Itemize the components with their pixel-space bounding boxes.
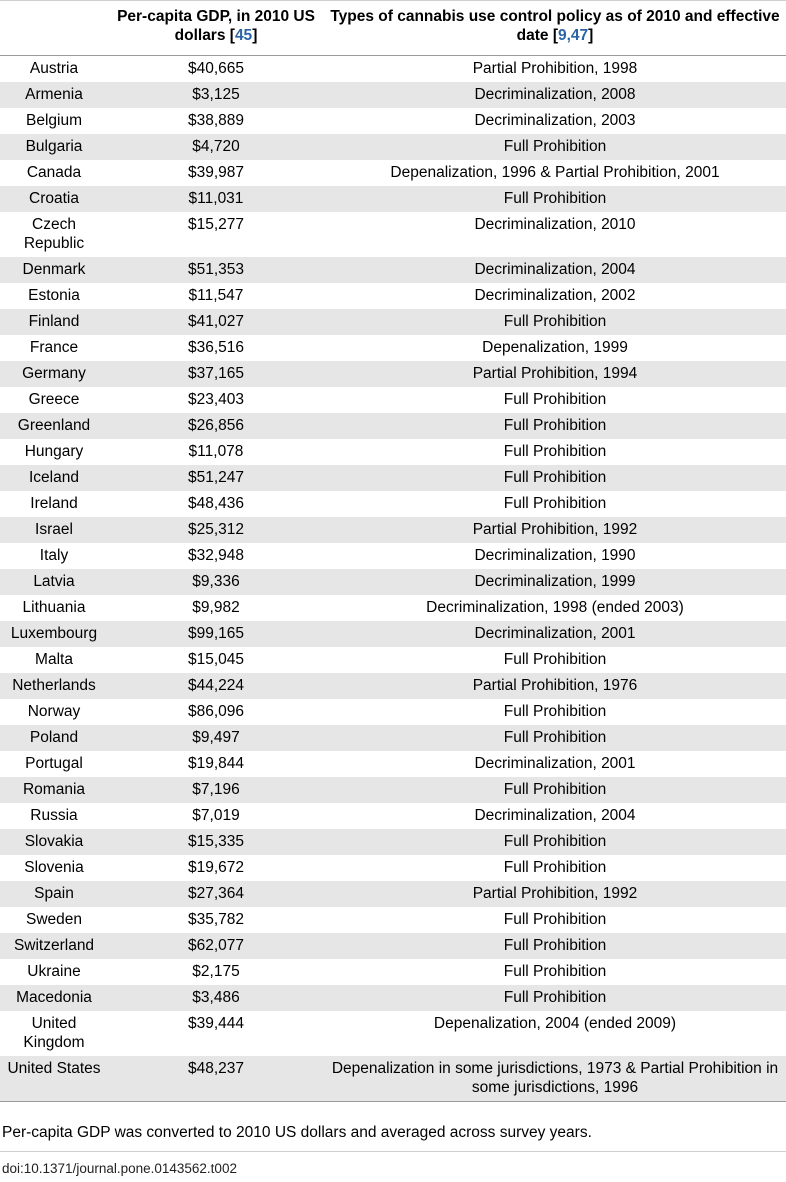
table-row: [0, 491, 786, 517]
policy-cell: Full Prohibition: [503, 859, 607, 876]
table-row: [0, 621, 786, 647]
gdp-cell: $11,031: [108, 186, 324, 212]
reference-link-9-47[interactable]: 9,47: [558, 27, 589, 44]
policy-cell: Full Prohibition: [503, 703, 607, 720]
gdp-cell: $86,096: [187, 703, 245, 720]
gdp-cell: $4,720: [108, 134, 324, 160]
country-cell: Finland: [0, 309, 108, 335]
table-row: [0, 82, 786, 108]
gdp-cell: $19,672: [187, 859, 245, 876]
country-cell: Malta: [35, 651, 73, 668]
gdp-cell: $35,782: [187, 911, 245, 928]
doi-divider: [0, 1151, 786, 1152]
policy-cell: Full Prohibition: [324, 465, 786, 491]
country-cell: Slovenia: [24, 859, 84, 876]
country-cell: Canada: [26, 164, 82, 181]
country-cell: Denmark: [0, 257, 108, 283]
gdp-cell: $62,077: [108, 933, 324, 959]
gdp-cell: $11,078: [188, 443, 244, 460]
policy-cell: Full Prohibition: [324, 933, 786, 959]
policy-cell: Decriminalization, 2004: [474, 807, 636, 824]
country-cell: Switzerland: [0, 933, 108, 959]
country-cell: Norway: [27, 703, 81, 720]
policy-cell: Decriminalization, 2004: [324, 257, 786, 283]
table-row: [0, 595, 786, 621]
policy-cell: Full Prohibition: [324, 309, 786, 335]
country-cell: Ireland: [30, 495, 78, 512]
table-row: [0, 673, 786, 699]
gdp-cell: $7,019: [192, 807, 240, 824]
policy-cell: Partial Prohibition, 1976: [324, 673, 786, 699]
policy-cell: Decriminalization, 1999: [324, 569, 786, 595]
table-row: [0, 361, 786, 387]
gdp-cell: $41,027: [108, 309, 324, 335]
table-row: [0, 283, 786, 309]
header-gdp-close: ]: [252, 27, 258, 44]
policy-cell: Full Prohibition: [503, 495, 607, 512]
gdp-cell: $15,045: [187, 651, 245, 668]
gdp-cell: $38,889: [187, 112, 245, 129]
table-row: [0, 335, 786, 361]
gdp-cell: $9,336: [108, 569, 324, 595]
table-row: [0, 751, 786, 777]
policy-cell: Full Prohibition: [324, 829, 786, 855]
table-row: [0, 108, 786, 134]
table-row: [0, 439, 786, 465]
header-country: [0, 7, 108, 56]
table-footnote: Per-capita GDP was converted to 2010 US dollars and averaged across survey years.: [2, 1124, 592, 1141]
country-cell: Germany: [0, 361, 108, 387]
table-row: [0, 160, 786, 186]
policy-cell: Depenalization, 1996 & Partial Prohibition, 2001: [390, 164, 720, 181]
country-cell: Macedonia: [0, 985, 108, 1011]
table-row: [0, 465, 786, 491]
gdp-cell: $37,165: [108, 361, 324, 387]
policy-cell: Decriminalization, 2010: [474, 216, 636, 233]
policy-cell: Full Prohibition: [324, 985, 786, 1011]
gdp-cell: $9,497: [108, 725, 324, 751]
gdp-cell: $15,335: [108, 829, 324, 855]
gdp-cell: $15,277: [187, 216, 245, 233]
country-cell: Czech Republic: [23, 216, 85, 252]
table-row: [0, 212, 786, 257]
header-policy-text: Types of cannabis use control policy as of 2010 and effective date [: [330, 8, 780, 44]
top-divider: [0, 0, 786, 1]
policy-cell: Full Prohibition: [324, 413, 786, 439]
table-row: [0, 933, 786, 959]
policy-cell: Partial Prohibition, 1992: [324, 881, 786, 907]
country-cell: Greece: [28, 391, 80, 408]
country-cell: Iceland: [0, 465, 108, 491]
table-row: [0, 387, 786, 413]
policy-cell: Decriminalization, 2008: [324, 82, 786, 108]
policy-cell: Full Prohibition: [324, 725, 786, 751]
policy-cell: Depenalization, 2004 (ended 2009): [433, 1015, 677, 1032]
gdp-cell: $48,436: [187, 495, 245, 512]
country-cell: Estonia: [28, 287, 80, 304]
table-row: [0, 855, 786, 881]
gdp-cell: $11,547: [188, 287, 244, 304]
table-row: [0, 309, 786, 335]
country-cell: Poland: [0, 725, 108, 751]
table-body: [0, 56, 786, 1102]
country-cell: Spain: [0, 881, 108, 907]
policy-cell: Decriminalization, 1998 (ended 2003): [426, 599, 684, 616]
policy-cell: Decriminalization, 1990: [474, 547, 636, 564]
gdp-cell: $36,516: [187, 339, 245, 356]
policy-cell: Partial Prohibition, 1992: [324, 517, 786, 543]
table-header-row: [0, 7, 786, 56]
table-row: [0, 257, 786, 283]
header-gdp-text: Per-capita GDP, in 2010 US dollars [: [117, 8, 315, 44]
gdp-cell: $44,224: [108, 673, 324, 699]
table-row: [0, 803, 786, 829]
gdp-cell: $39,444: [187, 1015, 245, 1032]
country-cell: Greenland: [0, 413, 108, 439]
country-cell: Romania: [0, 777, 108, 803]
gdp-policy-table: [0, 7, 786, 1102]
header-policy: [324, 7, 786, 56]
policy-cell: Decriminalization, 2001: [474, 755, 636, 772]
gdp-cell: $32,948: [187, 547, 245, 564]
country-cell: Bulgaria: [0, 134, 108, 160]
policy-cell: Full Prohibition: [503, 443, 607, 460]
country-cell: Austria: [29, 60, 79, 77]
policy-cell: Depenalization, 1999: [482, 339, 628, 356]
policy-cell: Decriminalization, 2002: [474, 287, 636, 304]
gdp-cell: $2,175: [192, 963, 240, 980]
gdp-cell: $48,237: [108, 1056, 324, 1102]
gdp-cell: $40,665: [187, 60, 245, 77]
table-row: [0, 1056, 786, 1102]
table-row: [0, 1011, 786, 1056]
country-cell: United States: [0, 1056, 108, 1102]
policy-cell: Decriminalization, 2003: [474, 112, 636, 129]
table-row: [0, 881, 786, 907]
policy-cell: Full Prohibition: [324, 777, 786, 803]
table-row: [0, 699, 786, 725]
gdp-cell: $25,312: [108, 517, 324, 543]
country-cell: Croatia: [0, 186, 108, 212]
country-cell: Sweden: [25, 911, 82, 928]
table-row: [0, 517, 786, 543]
table-row: [0, 647, 786, 673]
country-cell: Russia: [30, 807, 78, 824]
table-row: [0, 543, 786, 569]
country-cell: Portugal: [25, 755, 83, 772]
header-policy-close: ]: [588, 27, 594, 44]
policy-cell: Partial Prohibition, 1998: [472, 60, 638, 77]
policy-cell: Decriminalization, 2001: [324, 621, 786, 647]
policy-cell: Full Prohibition: [503, 911, 607, 928]
table-row: [0, 725, 786, 751]
gdp-cell: $19,844: [187, 755, 245, 772]
policy-cell: Full Prohibition: [503, 651, 607, 668]
table-row: [0, 569, 786, 595]
gdp-cell: $3,486: [108, 985, 324, 1011]
gdp-cell: $99,165: [108, 621, 324, 647]
header-gdp: [108, 7, 324, 56]
gdp-cell: $27,364: [108, 881, 324, 907]
doi-link[interactable]: doi:10.1371/journal.pone.0143562.t002: [2, 1161, 237, 1176]
country-cell: Belgium: [26, 112, 82, 129]
gdp-cell: $51,353: [108, 257, 324, 283]
gdp-cell: $51,247: [108, 465, 324, 491]
country-cell: Armenia: [0, 82, 108, 108]
country-cell: Lithuania: [22, 599, 86, 616]
country-cell: Slovakia: [0, 829, 108, 855]
table-row: [0, 985, 786, 1011]
table-row: [0, 959, 786, 985]
country-cell: Israel: [0, 517, 108, 543]
country-cell: France: [29, 339, 79, 356]
country-cell: Italy: [39, 547, 69, 564]
gdp-cell: $3,125: [108, 82, 324, 108]
policy-cell: Full Prohibition: [503, 391, 607, 408]
table-row: [0, 777, 786, 803]
table-row: [0, 56, 786, 83]
table-row: [0, 186, 786, 212]
country-cell: United Kingdom: [23, 1015, 85, 1051]
country-cell: Hungary: [24, 443, 84, 460]
reference-link-45[interactable]: 45: [234, 27, 253, 44]
policy-cell: Full Prohibition: [324, 186, 786, 212]
gdp-cell: $9,982: [192, 599, 240, 616]
country-cell: Netherlands: [0, 673, 108, 699]
table-row: [0, 907, 786, 933]
table-row: [0, 829, 786, 855]
country-cell: Latvia: [0, 569, 108, 595]
policy-cell: Full Prohibition: [503, 963, 607, 980]
table-row: [0, 413, 786, 439]
policy-cell: Full Prohibition: [324, 134, 786, 160]
country-cell: Ukraine: [27, 963, 81, 980]
gdp-cell: $26,856: [108, 413, 324, 439]
gdp-cell: $7,196: [108, 777, 324, 803]
gdp-cell: $39,987: [187, 164, 245, 181]
gdp-cell: $23,403: [187, 391, 245, 408]
country-cell: Luxembourg: [0, 621, 108, 647]
table-row: [0, 134, 786, 160]
policy-cell: Depenalization in some jurisdictions, 1973 & Partial Prohibition in some jurisdictions, 1996: [324, 1056, 786, 1102]
policy-cell: Partial Prohibition, 1994: [324, 361, 786, 387]
